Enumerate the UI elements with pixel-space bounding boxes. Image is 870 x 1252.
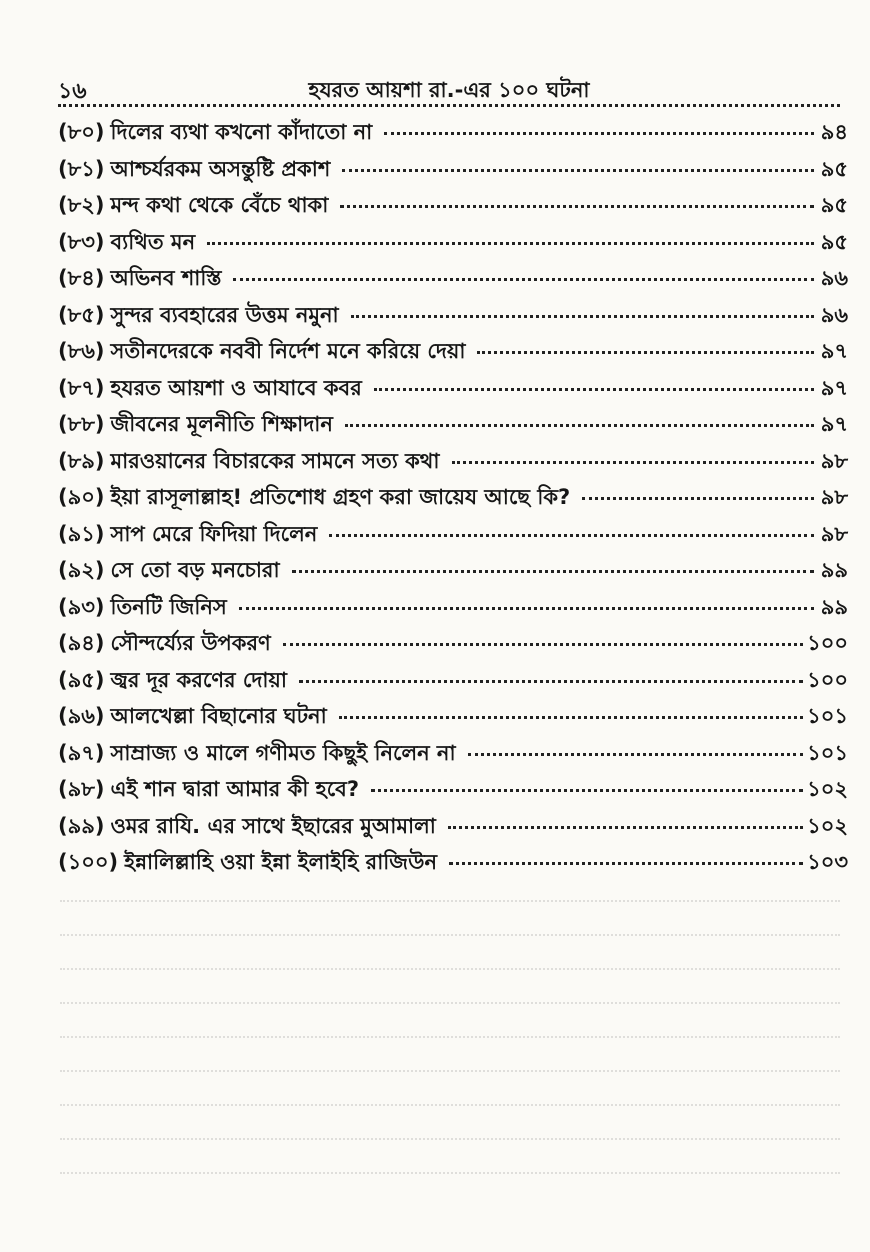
toc-entry [58,518,848,555]
toc-entry-title: তিনটি জিনিস [110,594,227,619]
toc-entry-number: (৮১) [58,156,105,181]
dot-leader [351,315,814,318]
toc-entry-title: মন্দ কথা থেকে বেঁচে থাকা [110,193,329,217]
dot-leader [582,497,814,500]
toc-entry [58,445,848,482]
toc-entry [58,700,848,737]
toc-entry-page: ৯৮ [820,448,848,473]
toc-entry [58,481,848,518]
toc-entry [58,262,848,299]
toc-entry-title: সতীনদেরকে নববী নির্দেশ মনে করিয়ে দেয়া [110,339,466,363]
dot-leader [468,753,804,756]
dot-leader [299,680,803,683]
toc-entry [58,153,848,190]
dot-leader [448,826,803,829]
toc-entry [58,554,848,591]
dot-leader [452,461,815,464]
show-through-from-reverse-page [60,900,840,1230]
toc-entry-number: (৮২) [58,193,105,217]
toc-entry [58,226,848,263]
toc-entry-page: ৯৯ [820,594,848,619]
toc-entry-number: (৯১) [58,521,105,546]
toc-entry-number: (১০০) [58,850,119,874]
toc-entry-page: ৯৮ [820,521,848,546]
toc-entry [58,408,848,445]
toc-entry-title: সৌন্দর্য্যের উপকরণ [110,631,271,655]
toc-entry [58,189,848,226]
toc-entry-number: (৯৩) [58,594,105,619]
toc-entry-number: (৮৬) [58,339,105,363]
dot-leader [207,242,814,245]
toc-entry-title: সে তো বড় মনচোরা [110,558,280,582]
toc-entry-page: ৯৭ [820,412,848,436]
toc-entry-title: অভিনব শাস্তি [110,266,222,290]
dot-leader [374,388,814,391]
toc-entry-number: (৯৪) [58,631,105,655]
toc-entry-number: (৯০) [58,485,105,509]
toc-entry-page: ৯৫ [820,156,848,181]
dot-leader [477,351,814,354]
toc-entry-title: আশ্চর্যরকম অসন্তুষ্টি প্রকাশ [110,156,331,181]
toc-entry-number: (৮৯) [58,448,105,473]
dot-leader [233,278,814,281]
toc-entry-number: (৮৮) [58,412,105,436]
page-number: ১৬ [58,79,87,104]
toc-entry [58,846,848,883]
dot-leader [342,169,814,172]
toc-entry-page: ৯৬ [820,302,848,327]
dot-leader [292,570,814,573]
toc-entry-number: (৮৪) [58,266,105,290]
toc-entry [58,591,848,628]
toc-entry-page: ৯৬ [820,266,848,290]
toc-entry-title: সাম্রাজ্য ও মালে গণীমত কিছুই নিলেন না [110,740,456,765]
toc-entry-number: (৯২) [58,558,105,582]
dot-leader [283,643,803,646]
toc-entry-title: ইয়া রাসূলাল্লাহ! প্রতিশোধ গ্রহণ করা জায়েয আছে কি? [110,485,571,509]
toc-entry-page: ১০২ [807,777,848,801]
toc-entry [58,737,848,774]
toc-entry-page: ৯৯ [820,558,848,582]
toc-entry [58,810,848,847]
toc-entry-title: জ্বর দূর করণের দোয়া [110,667,287,692]
toc-entry-number: (৮৭) [58,375,105,400]
toc-entry-number: (৯৯) [58,813,105,838]
toc-entry [58,116,848,153]
toc-entry-page: ৯৭ [820,375,848,400]
toc-entry-title: জীবনের মূলনীতি শিক্ষাদান [110,412,333,436]
toc-entry-page: ৯৫ [820,193,848,217]
toc-entry-number: (৮০) [58,120,105,144]
toc-entry-title: ওমর রাযি. এর সাথে ইছারের মুআমালা [110,813,436,838]
dot-leader [340,205,814,208]
toc-entry-number: (৯৮) [58,777,105,801]
toc-entry-title: মারওয়ানের বিচারকের সামনে সত্য কথা [110,448,440,473]
dot-leader [339,716,803,719]
toc-entry-title: হযরত আয়শা ও আযাবে কবর [110,375,362,400]
toc-entry-title: ইন্নালিল্লাহি ওয়া ইন্না ইলাইহি রাজিউন [124,850,437,874]
toc-entry-number: (৯৬) [58,704,105,728]
toc-entry-page: ৯৭ [820,339,848,363]
dot-leader [239,607,814,610]
toc-entry-number: (৯৫) [58,667,105,692]
toc-entry [58,773,848,810]
toc-entry-page: ১০৩ [807,850,848,874]
toc-entry-number: (৯৭) [58,740,105,765]
toc-entry-title: সাপ মেরে ফিদিয়া দিলেন [110,521,318,546]
dot-leader [329,534,814,537]
book-title: হযরত আয়শা রা.-এর ১০০ ঘটনা [308,78,590,102]
toc-entry-number: (৮৫) [58,302,105,327]
toc-entry [58,299,848,336]
toc-entry-title: দিলের ব্যথা কখনো কাঁদাতো না [110,120,373,144]
dot-leader [345,424,814,427]
toc-entry-page: ৯৫ [820,229,848,254]
header-divider [58,104,840,107]
toc-entry-page: ১০১ [807,740,848,765]
toc-entry [58,372,848,409]
table-of-contents [58,116,848,883]
toc-entry-page: ১০২ [807,813,848,838]
dot-leader [371,789,803,792]
dot-leader [384,132,814,135]
toc-entry-page: ১০০ [807,667,848,692]
toc-entry [58,664,848,701]
page-header [58,72,840,108]
toc-entry-title: ব্যথিত মন [110,229,196,254]
dot-leader [449,862,803,865]
toc-entry-page: ১০০ [807,631,848,655]
toc-entry [58,335,848,372]
toc-entry-title: সুন্দর ব্যবহারের উত্তম নমুনা [110,302,339,327]
toc-entry-number: (৮৩) [58,229,105,254]
toc-entry-title: এই শান দ্বারা আমার কী হবে? [110,777,360,801]
toc-entry [58,627,848,664]
toc-entry-page: ১০১ [807,704,848,728]
toc-entry-page: ৯৪ [820,120,848,144]
toc-entry-title: আলখেল্লা বিছানোর ঘটনা [110,704,327,728]
toc-entry-page: ৯৮ [820,485,848,509]
